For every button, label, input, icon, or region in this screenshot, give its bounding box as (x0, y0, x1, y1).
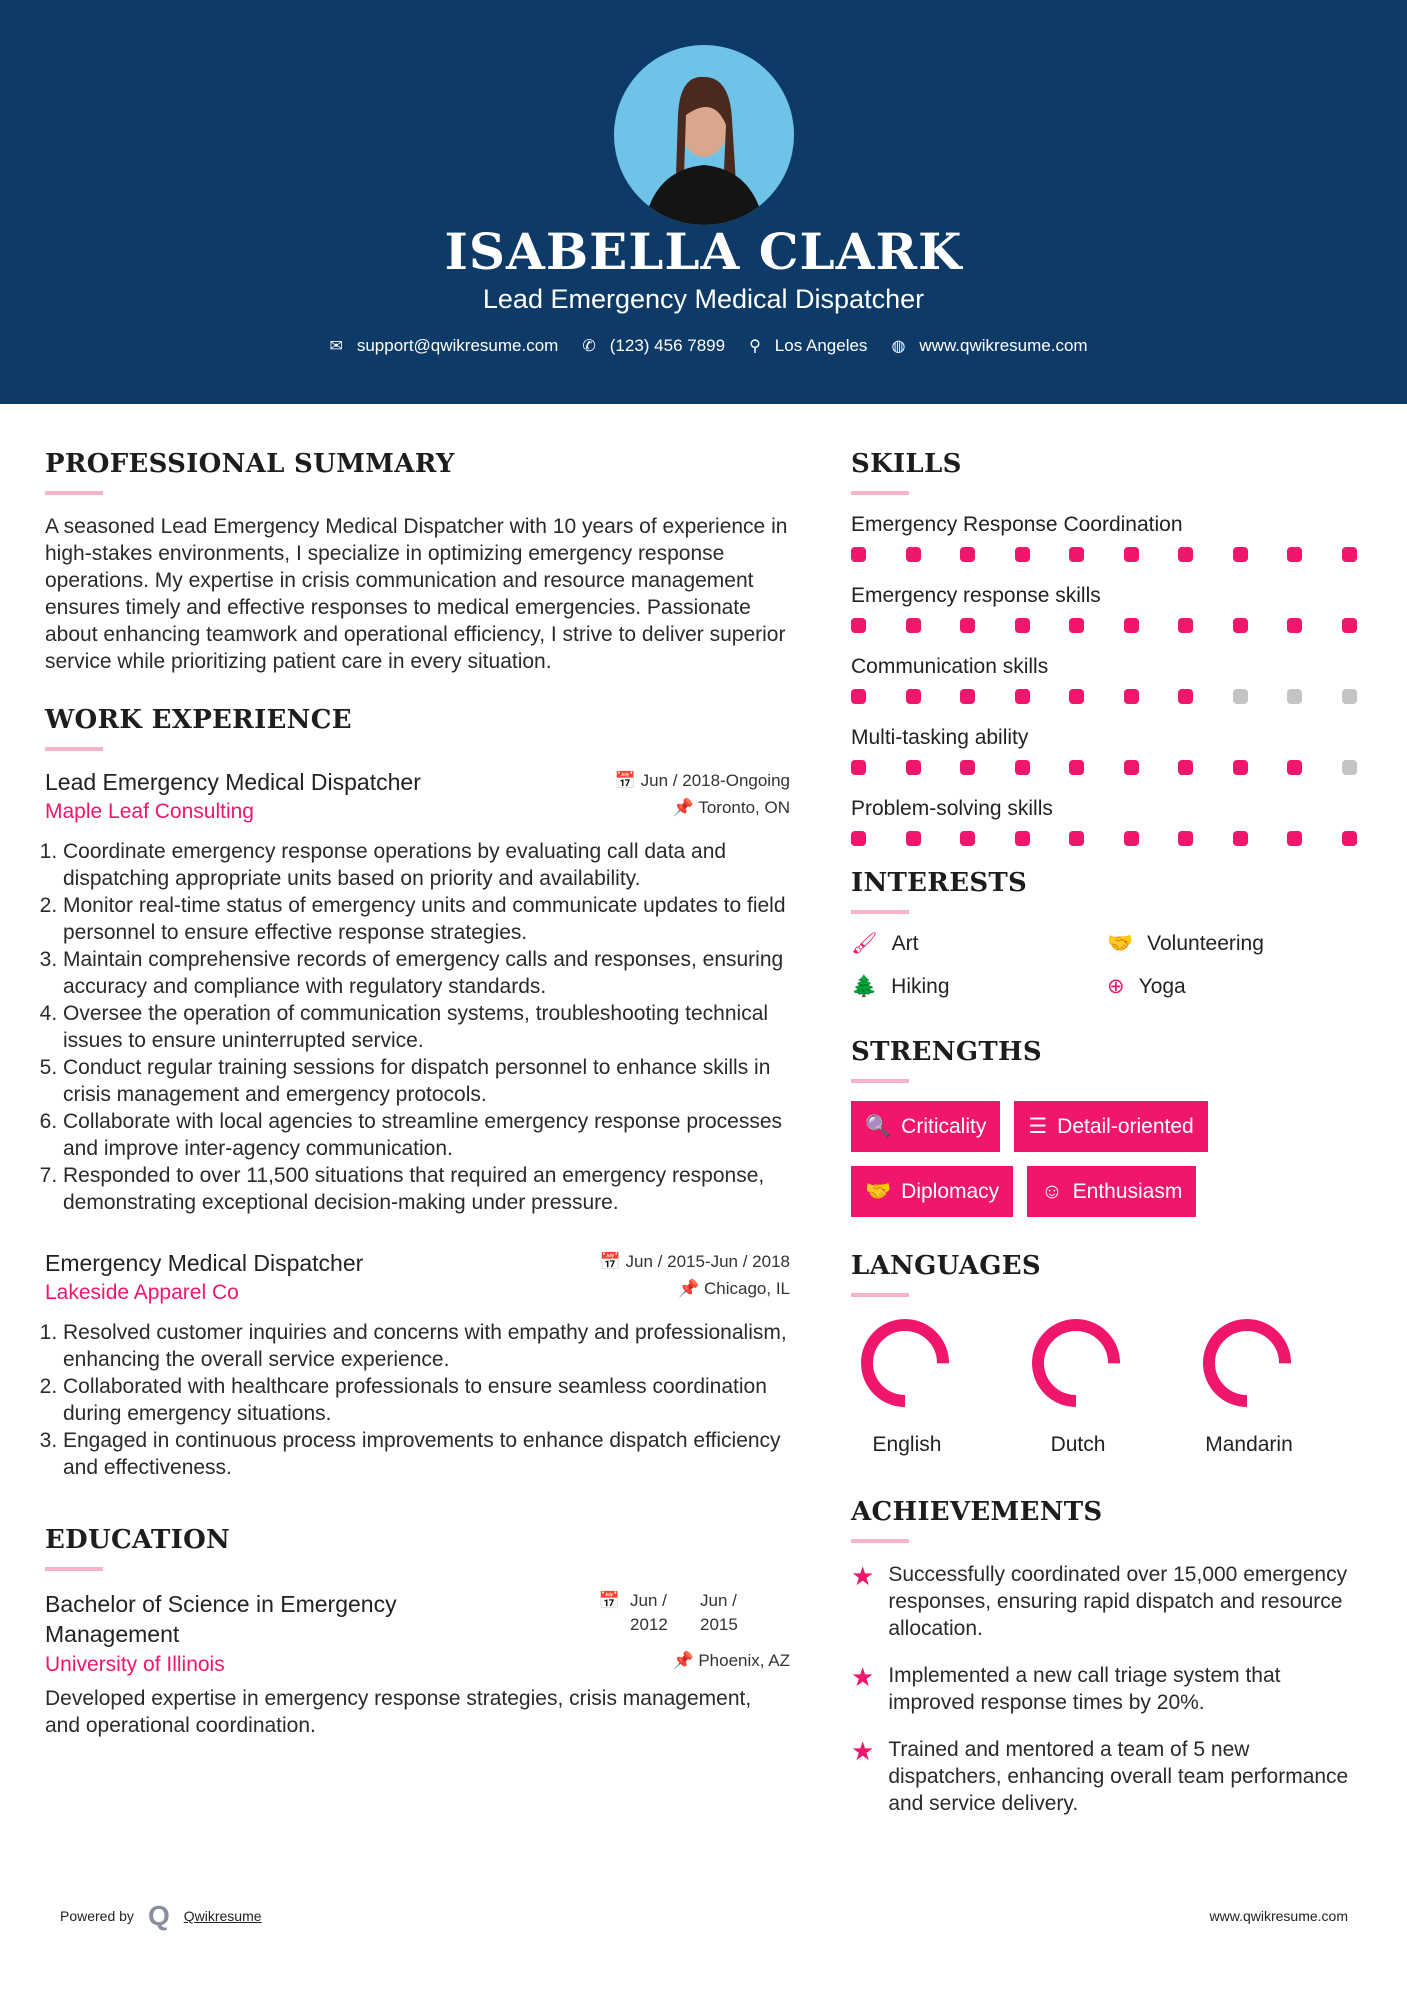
right-column (851, 404, 1371, 1837)
job-bullet: 7. Responded to over 11,500 situations that required an emergency response, demonstrating exceptional decision-making under pressure. (63, 1162, 790, 1216)
contact-location: Los Angeles (774, 336, 868, 355)
rating-dot-filled (1069, 547, 1084, 562)
job-bullet: 2. Monitor real-time status of emergency units and communicate updates to field personnel to ensure effective response strategies. (63, 892, 790, 946)
interest-item (851, 932, 1107, 956)
language-item (1193, 1315, 1364, 1457)
rating-dot-filled (1287, 760, 1302, 775)
job-entry (45, 1250, 790, 1481)
language-level-arc (857, 1315, 953, 1411)
skill-name: Multi-tasking ability (851, 726, 1029, 749)
interest-label: Hiking (891, 974, 950, 998)
globe-icon: ◍ (891, 338, 906, 355)
education-text: Developed expertise in emergency response strategies, crisis management, and operational coordination. (45, 1687, 752, 1737)
job-bullet: 2. Collaborated with healthcare professionals to ensure seamless coordination during emergency situations. (63, 1373, 790, 1427)
job-date-text: Jun / 2018-Ongoing (640, 771, 790, 790)
rating-dot-filled (960, 831, 975, 846)
interest-list (851, 932, 1371, 999)
language-level-arc (1199, 1315, 1295, 1411)
map-marker-icon: ⚲ (749, 338, 761, 355)
rating-dot-filled (906, 547, 921, 562)
phone-icon: ✆ (582, 338, 596, 355)
rating-dot-filled (1178, 760, 1193, 775)
language-arc (1038, 1325, 1114, 1401)
heading-underline (45, 747, 103, 751)
rating-dot-filled (1233, 618, 1248, 633)
skill-rating (851, 689, 1357, 704)
strength-label: Detail-oriented (1057, 1114, 1194, 1138)
achievement-item (851, 1662, 1371, 1716)
job-bullet: 6. Collaborate with local agencies to streamline emergency response processes and improve inter-agency communication. (63, 1108, 790, 1162)
rating-dot-filled (1178, 618, 1193, 633)
rating-dot-filled (851, 760, 866, 775)
skill-rating (851, 831, 1357, 846)
summary-text: A seasoned Lead Emergency Medical Dispatcher with 10 years of experience in high-stakes environments, I specialize in optimizing emergency response operations. My expertise in crisis communication and resource management ensures timely and effective responses to medical emergencies. Passionate about enhancing teamwork and operational efficiency, I strive to deliver superior service while prioritizing patient care in every situation. (45, 515, 788, 673)
job-location (678, 1277, 790, 1301)
school: University of Illinois (45, 1653, 225, 1676)
envelope-icon: ✉ (329, 338, 343, 355)
tree-icon: 🌲 (851, 974, 878, 998)
strengths-heading: STRENGTHS (851, 1037, 1042, 1067)
strength-chip (1027, 1166, 1196, 1217)
strength-chip (851, 1166, 1013, 1217)
rating-dot-empty (1342, 689, 1357, 704)
heading-underline (851, 1293, 909, 1297)
job-list (45, 769, 790, 1481)
achievement-text: Trained and mentored a team of 5 new dispatchers, enhancing overall team performance and service delivery. (888, 1738, 1349, 1815)
language-level-arc (1028, 1315, 1124, 1411)
rating-dot-filled (1069, 689, 1084, 704)
brand-link[interactable]: Qwikresume (183, 1908, 262, 1924)
rating-dot-filled (1287, 547, 1302, 562)
heading-underline (851, 910, 909, 914)
interests-heading: INTERESTS (851, 868, 1028, 898)
contact-website[interactable]: www.qwikresume.com (919, 336, 1088, 355)
interest-label: Art (891, 932, 919, 955)
list-icon: ☰ (1028, 1115, 1048, 1138)
heading-underline (851, 1539, 909, 1543)
language-name: Dutch (1050, 1433, 1106, 1456)
star-icon: ★ (851, 1561, 875, 1591)
rating-dot-filled (1342, 831, 1357, 846)
interest-label: Volunteering (1147, 932, 1264, 955)
education-location: Phoenix, AZ (698, 1651, 790, 1670)
rating-dot-filled (960, 618, 975, 633)
calendar-icon: 📅 (614, 771, 641, 790)
rating-dot-filled (960, 689, 975, 704)
footer-url[interactable]: www.qwikresume.com (1209, 1908, 1348, 1924)
contact-bar (0, 336, 1407, 356)
heading-underline (45, 491, 103, 495)
rating-dot-filled (906, 760, 921, 775)
pin-icon: 📌 (672, 1651, 699, 1670)
rating-dot-filled (1178, 831, 1193, 846)
language-arc (1209, 1325, 1285, 1401)
rating-dot-filled (1233, 760, 1248, 775)
rating-dot-empty (1287, 689, 1302, 704)
heading-underline (851, 1079, 909, 1083)
job-location (673, 796, 790, 820)
candidate-name: ISABELLA CLARK (444, 222, 963, 281)
rating-dot-filled (1124, 547, 1139, 562)
job-bullet: 5. Conduct regular training sessions for dispatch personnel to enhance skills in crisis management and emergency protocols. (63, 1054, 790, 1108)
rating-dot-filled (1015, 689, 1030, 704)
heading-underline (45, 1567, 103, 1571)
handshake-icon: 🤝 (865, 1179, 892, 1203)
pin-icon: 📌 (678, 1279, 704, 1298)
job-bullet: 3. Engaged in continuous process improvements to enhance dispatch efficiency and effectiveness. (63, 1427, 790, 1481)
skill-rating (851, 760, 1357, 775)
job-entry (45, 769, 790, 1216)
degree: Bachelor of Science in Emergency Management (45, 1591, 397, 1647)
interest-label: Yoga (1138, 974, 1186, 998)
interest-item (851, 974, 1107, 999)
rating-dot-filled (1015, 547, 1030, 562)
contact-email[interactable]: support@qwikresume.com (356, 336, 559, 355)
job-date (615, 769, 790, 793)
rating-dot-filled (1233, 547, 1248, 562)
skill-list (851, 513, 1371, 846)
footer (60, 1900, 1348, 1932)
smile-icon: ☺ (1041, 1179, 1063, 1203)
rating-dot-filled (1069, 831, 1084, 846)
star-icon: ★ (851, 1662, 875, 1692)
rating-dot-filled (1015, 760, 1030, 775)
language-name: Mandarin (1205, 1433, 1293, 1456)
rating-dot-empty (1233, 689, 1248, 704)
rating-dot-filled (851, 547, 866, 562)
rating-dot-filled (851, 618, 866, 633)
skill-name: Emergency Response Coordination (851, 513, 1183, 536)
rating-dot-filled (1342, 618, 1357, 633)
language-list (851, 1315, 1371, 1457)
strength-label: Enthusiasm (1072, 1179, 1183, 1203)
rating-dot-filled (906, 618, 921, 633)
company-name: Lakeside Apparel Co (45, 1281, 239, 1304)
candidate-title: Lead Emergency Medical Dispatcher (482, 284, 925, 314)
handshake-icon: 🤝 (1107, 932, 1134, 955)
calendar-icon: 📅 (599, 1252, 626, 1271)
summary-heading: PROFESSIONAL SUMMARY (45, 449, 455, 479)
rating-dot-filled (1124, 760, 1139, 775)
interest-item (1107, 932, 1363, 956)
rating-dot-filled (851, 831, 866, 846)
heading-underline (851, 491, 909, 495)
profile-photo (614, 45, 794, 225)
job-title: Emergency Medical Dispatcher (45, 1250, 364, 1276)
language-item (851, 1315, 1022, 1457)
job-header (45, 1250, 790, 1277)
job-bullet: 1. Coordinate emergency response operations by evaluating call data and dispatching appropriate units based on priority and availability. (63, 838, 790, 892)
rating-dot-filled (960, 760, 975, 775)
qwikresume-logo: Q (147, 1900, 170, 1931)
skill-rating (851, 547, 1357, 562)
work-heading: WORK EXPERIENCE (45, 705, 352, 735)
education-heading: EDUCATION (45, 1525, 231, 1555)
powered-by-text: Powered by (60, 1908, 134, 1924)
company-name: Maple Leaf Consulting (45, 800, 254, 823)
job-subheader (45, 1277, 790, 1305)
skill-name: Emergency response skills (851, 584, 1101, 607)
education-end: Jun / 2015 (700, 1591, 738, 1634)
rating-dot-filled (906, 689, 921, 704)
rating-dot-empty (1342, 760, 1357, 775)
interest-item (1107, 974, 1363, 999)
strength-chip (1014, 1101, 1207, 1152)
language-item (1022, 1315, 1193, 1457)
language-name: English (872, 1433, 942, 1456)
job-bullets (63, 838, 790, 1216)
rating-dot-filled (1342, 547, 1357, 562)
rating-dot-filled (1178, 689, 1193, 704)
rating-dot-filled (906, 831, 921, 846)
skill-name: Problem-solving skills (851, 797, 1053, 820)
job-bullets (63, 1319, 790, 1481)
achievement-item (851, 1561, 1371, 1642)
skill-rating (851, 618, 1357, 633)
skill-name: Communication skills (851, 655, 1049, 678)
rating-dot-filled (1015, 831, 1030, 846)
strength-chip (851, 1101, 1000, 1152)
job-bullet: 1. Resolved customer inquiries and concerns with empathy and professionalism, enhancing the overall service experience. (63, 1319, 790, 1373)
achievement-text: Implemented a new call triage system that improved response times by 20%. (888, 1664, 1281, 1714)
job-subheader (45, 796, 790, 824)
education-start: Jun / 2012 (630, 1591, 668, 1634)
job-bullet: 4. Oversee the operation of communication systems, troubleshooting technical issues to ensure uninterrupted service. (63, 1000, 790, 1054)
paintbrush-icon: 🖌 (851, 932, 878, 955)
languages-heading: LANGUAGES (851, 1251, 1041, 1281)
rating-dot-filled (1124, 618, 1139, 633)
job-header (45, 769, 790, 796)
contact-phone[interactable]: (123) 456 7899 (609, 336, 726, 355)
rating-dot-filled (1287, 831, 1302, 846)
job-date-text: Jun / 2015-Jun / 2018 (625, 1252, 790, 1271)
strength-label: Criticality (901, 1114, 987, 1138)
skills-heading: SKILLS (851, 449, 962, 479)
rating-dot-filled (1124, 689, 1139, 704)
achievement-list (851, 1561, 1371, 1817)
calendar-icon: 📅 (598, 1591, 620, 1610)
education-entry (45, 1589, 790, 1649)
job-bullet: 3. Maintain comprehensive records of emergency calls and responses, ensuring accuracy and compliance with regulatory standards. (63, 946, 790, 1000)
job-date (600, 1250, 790, 1274)
strength-list (851, 1101, 1371, 1217)
life-ring-icon: ⊕ (1107, 975, 1125, 998)
job-location-text: Toronto, ON (698, 798, 790, 817)
rating-dot-filled (1287, 618, 1302, 633)
strength-label: Diplomacy (901, 1179, 1000, 1203)
rating-dot-filled (1069, 760, 1084, 775)
rating-dot-filled (1015, 618, 1030, 633)
search-icon: 🔍 (865, 1114, 892, 1138)
job-location-text: Chicago, IL (704, 1279, 790, 1298)
resume-header (0, 0, 1407, 404)
left-column (45, 404, 790, 1739)
rating-dot-filled (1178, 547, 1193, 562)
star-icon: ★ (851, 1736, 875, 1766)
achievement-item (851, 1736, 1371, 1817)
language-arc (867, 1325, 943, 1401)
rating-dot-filled (851, 689, 866, 704)
achievement-text: Successfully coordinated over 15,000 emergency responses, ensuring rapid dispatch and resource allocation. (888, 1563, 1348, 1640)
education-dates (599, 1589, 760, 1637)
job-title: Lead Emergency Medical Dispatcher (45, 769, 421, 795)
rating-dot-filled (960, 547, 975, 562)
rating-dot-filled (1069, 618, 1084, 633)
pin-icon: 📌 (672, 798, 699, 817)
achievements-heading: ACHIEVEMENTS (851, 1497, 1103, 1527)
rating-dot-filled (1233, 831, 1248, 846)
rating-dot-filled (1124, 831, 1139, 846)
